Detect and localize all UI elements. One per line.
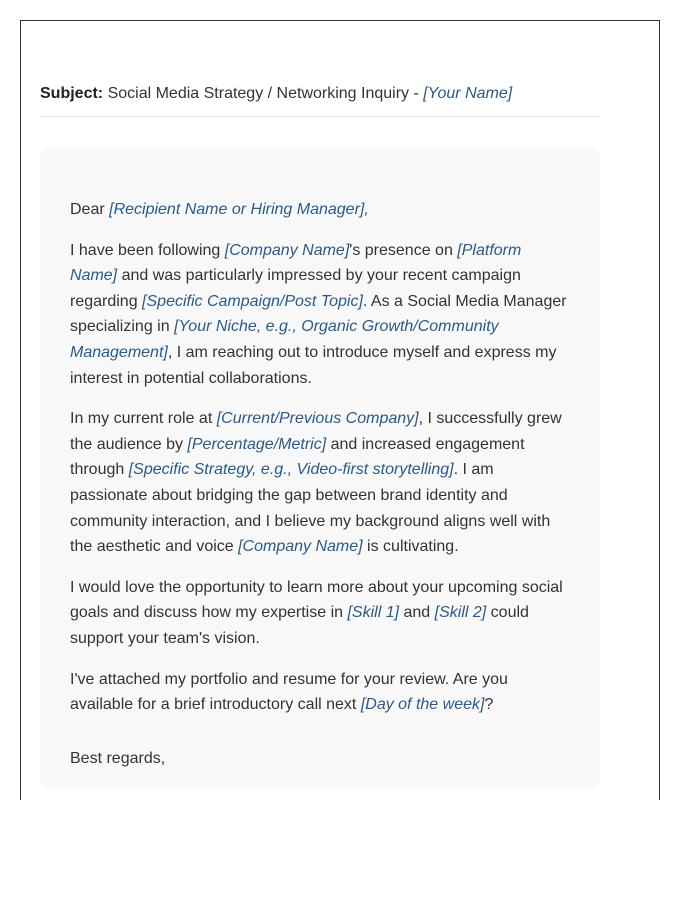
placeholder-text: [Skill 1] xyxy=(347,604,400,622)
placeholder-text: [Company Name] xyxy=(224,241,350,259)
placeholder-text: [Current/Previous Company] xyxy=(216,410,419,428)
greeting-text: Dear xyxy=(70,201,110,218)
paragraph-text: is cultivating. xyxy=(362,538,459,556)
paragraph-text: . I am passionate about bridging the gap between brand identity and community interaction, and I believe my background aligns well with the aesthetic and voice xyxy=(70,461,551,556)
placeholder-text: [Percentage/Metric] xyxy=(187,435,327,453)
paragraph-text: I would love the opportunity to learn more about your upcoming social goals and discuss how my expertise in xyxy=(70,578,563,622)
paragraph-text: and increased engagement through xyxy=(70,435,525,479)
placeholder-text: [Skill 2] xyxy=(434,604,487,622)
placeholder-text: [Platform Name] xyxy=(70,241,522,285)
paragraph-text: and was particularly impressed by your recent campaign regarding xyxy=(70,267,521,310)
subject-placeholder: [Your Name] xyxy=(423,85,513,102)
paragraph-text: . As a Social Media Manager specializing in xyxy=(70,292,567,336)
placeholder-text: [Your Niche, e.g., Organic Growth/Community Management] xyxy=(70,318,499,361)
paragraph-text: and xyxy=(399,604,435,622)
placeholder-text: [Day of the week] xyxy=(360,696,485,714)
paragraph-text: I've attached my portfolio and resume for your review. Are you available for a brief introductory call next xyxy=(70,670,508,714)
placeholder-text: [Company Name] xyxy=(238,538,363,556)
letter-paragraphs xyxy=(70,238,570,718)
placeholder-text: [Specific Campaign/Post Topic] xyxy=(142,292,363,310)
greeting xyxy=(70,197,570,223)
paragraph-text: could support your team's vision. xyxy=(70,604,529,647)
paragraph-text: , I am reaching out to introduce myself and express my interest in potential collaborations. xyxy=(70,343,557,387)
signoff: Best regards, xyxy=(70,749,166,767)
letter-body xyxy=(40,148,600,788)
subject-text: Social Media Strategy / Networking Inquiry - xyxy=(103,85,424,102)
subject-label: Subject: xyxy=(40,85,104,102)
paragraph-text: 's presence on xyxy=(349,241,458,259)
paragraph-text: , I successfully grew the audience by xyxy=(70,410,562,453)
paragraph-text: In my current role at xyxy=(70,410,217,428)
greeting-placeholder: [Recipient Name or Hiring Manager], xyxy=(109,201,369,218)
paragraph-text: I have been following xyxy=(70,241,225,259)
letter-paragraph xyxy=(70,238,570,392)
paragraph-text: ? xyxy=(484,696,494,714)
letter-paragraph xyxy=(70,575,570,652)
letter-paragraph xyxy=(70,667,570,718)
placeholder-text: [Specific Strategy, e.g., Video-first storytelling] xyxy=(128,461,454,479)
subject-divider xyxy=(40,116,600,117)
letter-paragraph xyxy=(70,406,570,560)
email-subject-line xyxy=(40,84,600,104)
